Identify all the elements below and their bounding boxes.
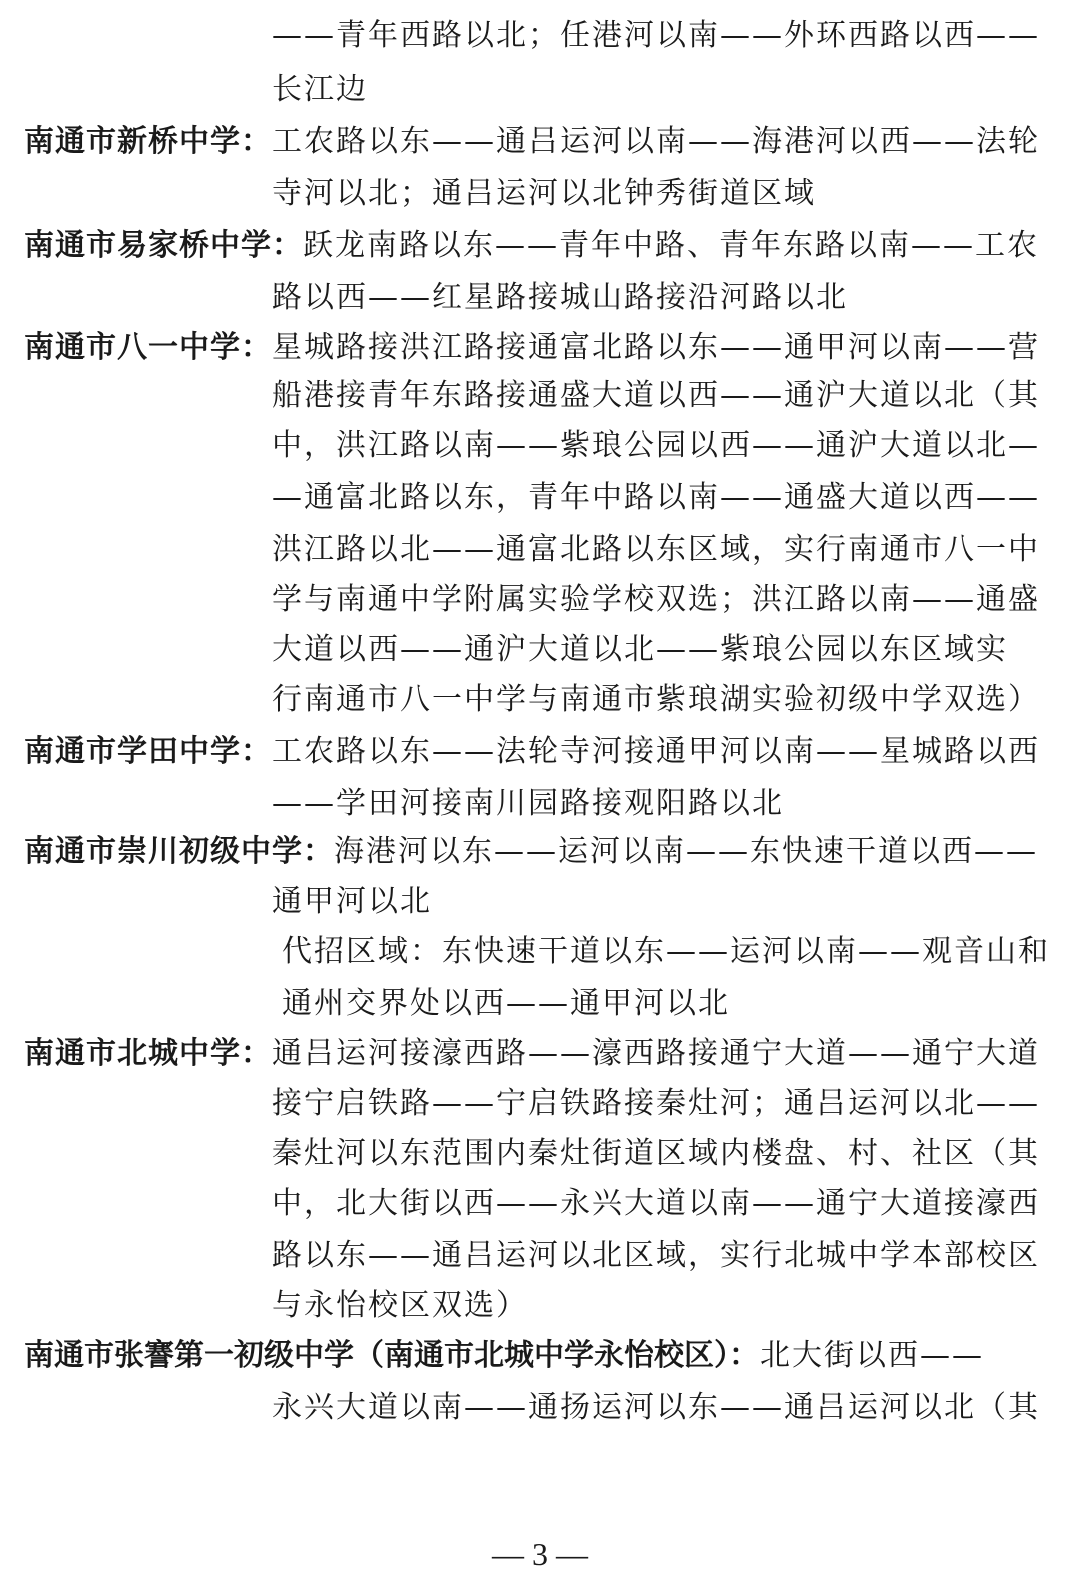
colon: ： [272,228,303,263]
intro-line-1: ——青年西路以北；任港河以南——外环西路以西—— [272,18,1040,53]
district-line: 寺河以北；通吕运河以北钟秀街道区域 [272,176,816,211]
district-line: 大道以西——通沪大道以北——紫琅公园以东区域实 [272,632,1008,667]
district-line: —通富北路以东，青年中路以南——通盛大道以西—— [272,480,1040,515]
school-entry-yijiaqiao [24,226,1039,266]
district-line: 中，北大街以西——永兴大道以南——通宁大道接濠西 [272,1186,1040,1221]
district-line: 通甲河以北 [272,884,432,919]
district-text: 星城路接洪江路接通富北路以东——通甲河以南——营 [272,330,1040,365]
district-text: 跃龙南路以东——青年中路、青年东路以南——工农 [303,228,1039,263]
page-number: — 3 — [492,1536,588,1572]
colon: ： [241,330,272,365]
district-line: 路以西——红星路接城山路接沿河路以北 [272,280,848,315]
colon: ： [241,124,272,159]
colon: ： [241,734,272,769]
school-name: 南通市学田中学 [24,734,241,769]
school-entry-xuetian [24,732,1040,772]
district-line: 行南通市八一中学与南通市紫琅湖实验初级中学双选） [272,682,1040,717]
district-line: ——学田河接南川园路接观阳路以北 [272,786,784,821]
extra-district-line: 通州交界处以西——通甲河以北 [282,986,730,1021]
colon: ： [303,834,334,869]
district-line: 路以东——通吕运河以北区域，实行北城中学本部校区 [272,1238,1040,1273]
intro-line-2: 长江边 [272,72,368,107]
school-name: 南通市崇川初级中学 [24,834,303,869]
extra-district-line: 代招区域：东快速干道以东——运河以南——观音山和 [282,934,1050,969]
district-line: 与永怡校区双选） [272,1288,528,1323]
school-entry-beicheng [24,1034,1040,1074]
district-line: 中，洪江路以南——紫琅公园以西——通沪大道以北— [272,428,1040,463]
district-text: 通吕运河接濠西路——濠西路接通宁大道——通宁大道 [272,1036,1040,1071]
school-name: 南通市八一中学 [24,330,241,365]
school-name: 南通市易家桥中学 [24,228,272,263]
school-entry-xinqiao [24,122,1040,162]
district-line: 秦灶河以东范围内秦灶街道区域内楼盘、村、社区（其 [272,1136,1040,1171]
school-name: 南通市北城中学 [24,1036,241,1071]
school-name: 南通市张謇第一初级中学（南通市北城中学永怡校区） [24,1338,729,1373]
school-entry-bayi [24,328,1040,368]
district-line: 永兴大道以南——通扬运河以东——通吕运河以北（其 [272,1390,1040,1425]
colon: ： [729,1338,760,1373]
colon: ： [241,1036,272,1071]
district-text: 海港河以东——运河以南——东快速干道以西—— [334,834,1038,869]
district-line: 洪江路以北——通富北路以东区域，实行南通市八一中 [272,532,1040,567]
district-text: 工农路以东——通吕运河以南——海港河以西——法轮 [272,124,1040,159]
school-entry-chongchuan [24,832,1038,872]
district-line: 船港接青年东路接通盛大道以西——通沪大道以北（其 [272,378,1040,413]
district-text: 北大街以西—— [760,1338,984,1373]
district-line: 学与南通中学附属实验学校双选；洪江路以南——通盛 [272,582,1040,617]
school-entry-zhangjian [24,1336,984,1376]
school-name: 南通市新桥中学 [24,124,241,159]
district-line: 接宁启铁路——宁启铁路接秦灶河；通吕运河以北—— [272,1086,1040,1121]
district-text: 工农路以东——法轮寺河接通甲河以南——星城路以西 [272,734,1040,769]
